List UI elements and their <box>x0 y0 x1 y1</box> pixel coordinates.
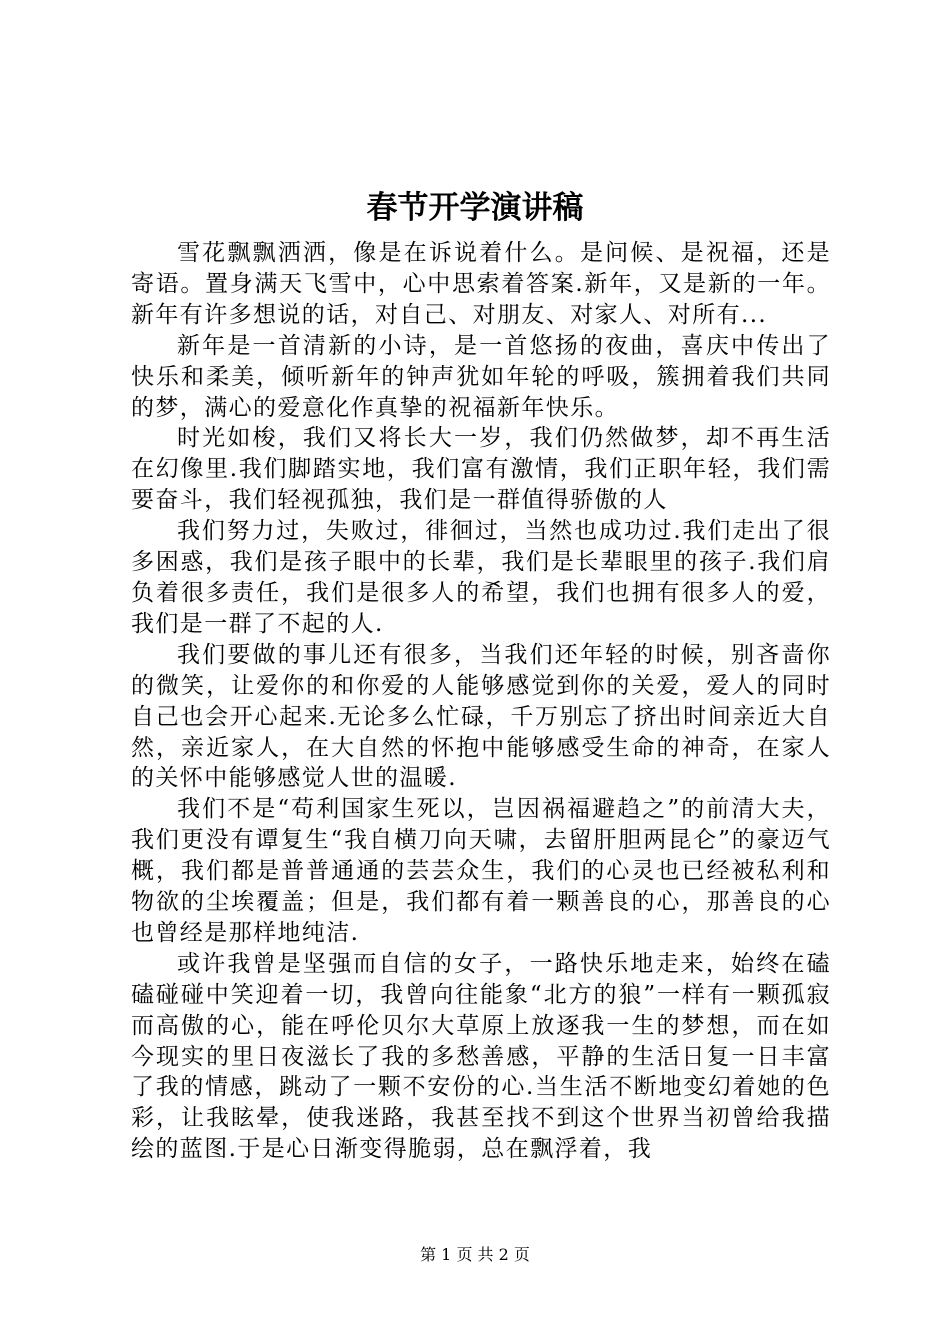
paragraph: 雪花飘飘洒洒，像是在诉说着什么。是问候、是祝福，还是寄语。置身满天飞雪中，心中思索着答案.新年，又是新的一年。新年有许多想说的话，对自己、对朋友、对家人、对所有... <box>131 240 831 328</box>
document-title: 春节开学演讲稿 <box>366 190 584 226</box>
paragraph: 我们努力过，失败过，徘徊过，当然也成功过.我们走出了很多困惑，我们是孩子眼中的长辈，我们是长辈眼里的孩子.我们肩负着很多责任，我们是很多人的希望，我们也拥有很多人的爱，我们是一群了不起的人. <box>131 518 831 637</box>
paragraph: 或许我曾是坚强而自信的女子，一路快乐地走来，始终在磕磕碰碰中笑迎着一切，我曾向往能象“北方的狼”一样有一颗孤寂而高傲的心，能在呼伦贝尔大草原上放逐我一生的梦想，而在如今现实的里日夜滋长了我的多愁善感，平静的生活日复一日丰富了我的情感，跳动了一颗不安份的心.当生活不断地变幻着她的色彩，让我眩晕，使我迷路，我甚至找不到这个世界当初曾给我描绘的蓝图.于是心日渐变得脆弱，总在飘浮着，我 <box>131 950 831 1163</box>
page-number-footer: 第 1 页 共 2 页 <box>420 1245 530 1264</box>
paragraph: 我们要做的事儿还有很多，当我们还年轻的时候，别吝啬你的微笑，让爱你的和你爱的人能够感觉到你的关爱，爱人的同时自己也会开心起来.无论多么忙碌，千万别忘了挤出时间亲近大自然，亲近家人，在大自然的怀抱中能够感受生命的神奇，在家人的关怀中能够感觉人世的温暖. <box>131 641 831 792</box>
paragraph: 我们不是“苟利国家生死以，岂因祸福避趋之”的前清大夫，我们更没有谭复生“我自横刀向天啸，去留肝胆两昆仑”的豪迈气概，我们都是普普通通的芸芸众生，我们的心灵也已经被私利和物欲的尘埃覆盖；但是，我们都有着一颗善良的心，那善良的心也曾经是那样地纯洁. <box>131 796 831 946</box>
paragraph: 时光如梭，我们又将长大一岁，我们仍然做梦，却不再生活在幻像里.我们脚踏实地，我们富有激情，我们正职年轻，我们需要奋斗，我们轻视孤独，我们是一群值得骄傲的人 <box>131 425 831 514</box>
document-body <box>131 238 831 1165</box>
paragraph: 新年是一首清新的小诗，是一首悠扬的夜曲，喜庆中传出了快乐和柔美，倾听新年的钟声犹如年轮的呼吸，簇拥着我们共同的梦，满心的爱意化作真挚的祝福新年快乐。 <box>131 332 831 421</box>
